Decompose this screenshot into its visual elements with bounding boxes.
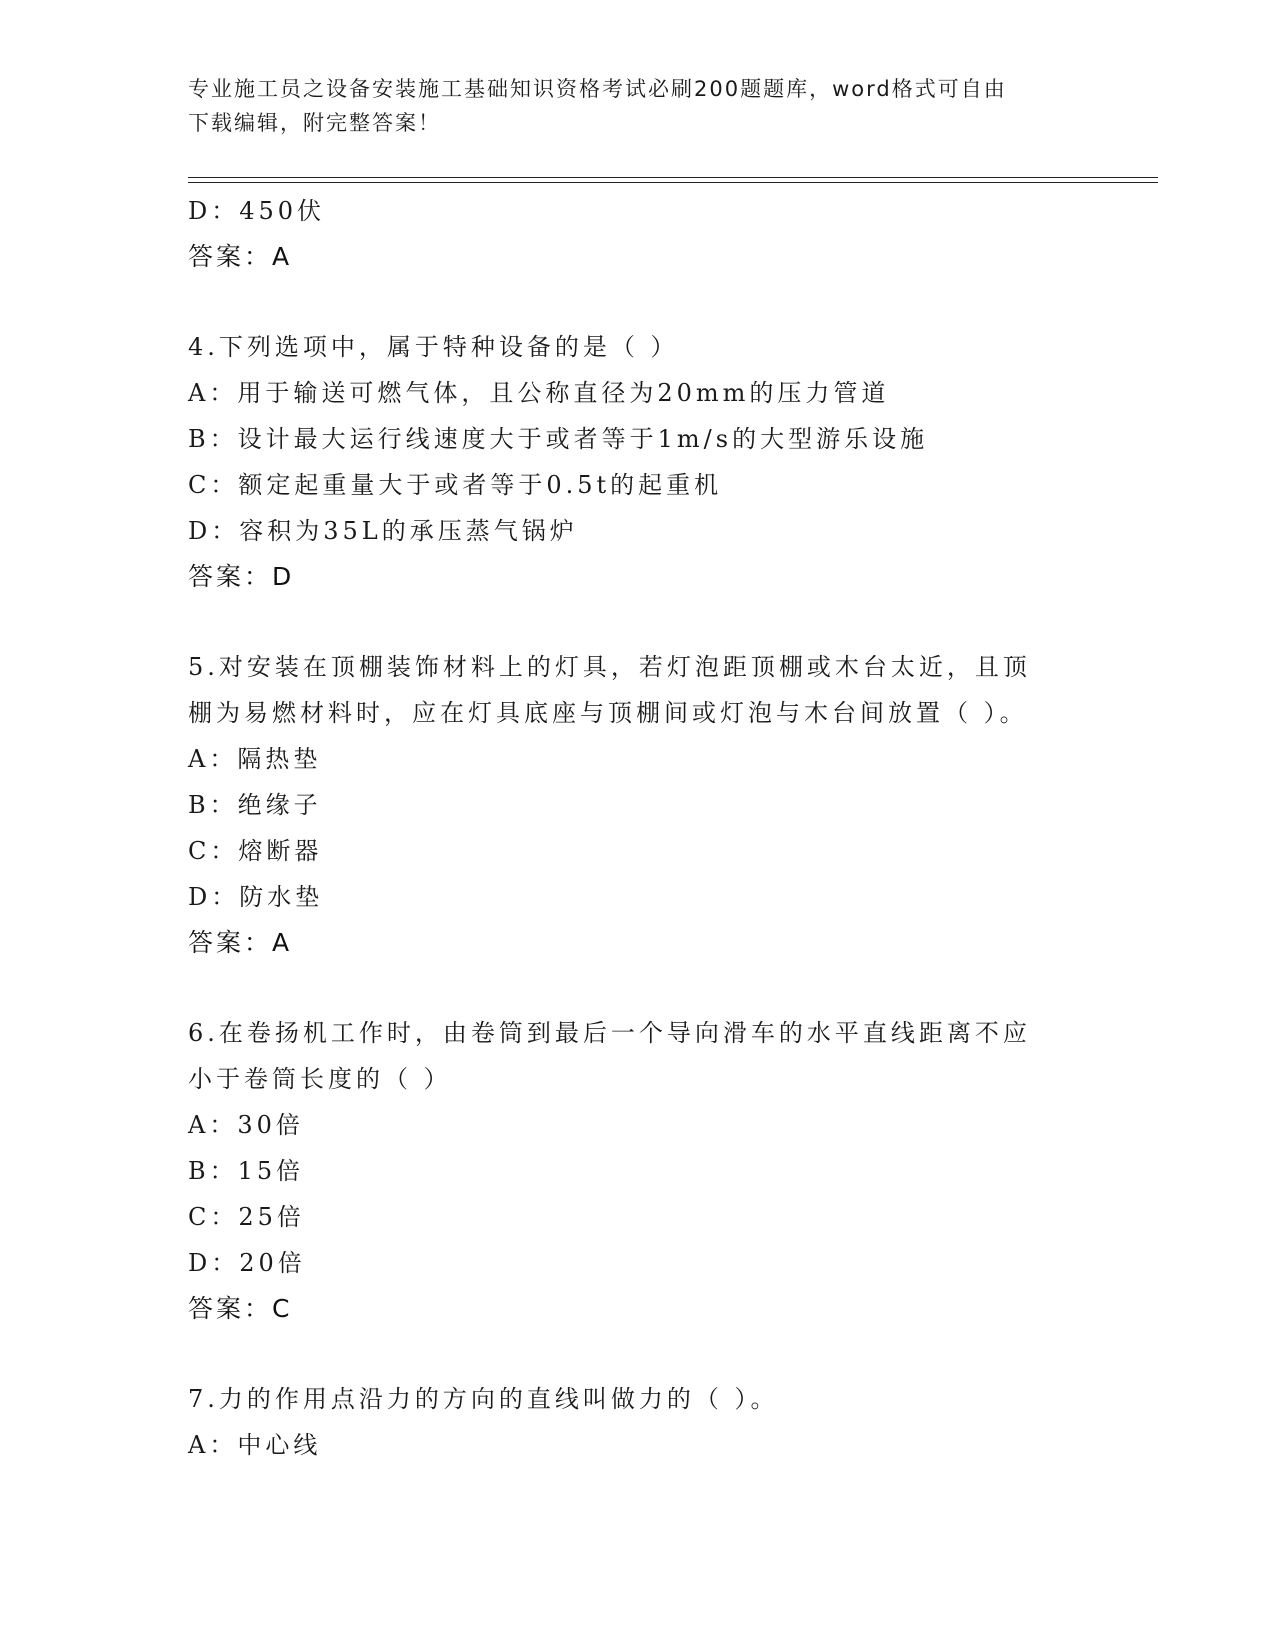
option-d: D：防水垫 xyxy=(188,883,324,911)
question-stem: 5.对安装在顶棚装饰材料上的灯具，若灯泡距顶棚或木台太近，且顶 xyxy=(188,653,1031,681)
option-a: A：30倍 xyxy=(188,1111,304,1139)
option-c: C：25倍 xyxy=(188,1203,305,1231)
question-4 xyxy=(188,324,1088,600)
option-d: D：20倍 xyxy=(188,1249,306,1277)
answer-label: 答案：C xyxy=(188,1294,293,1323)
page-header xyxy=(188,72,1068,140)
option-d: D：容积为35L的承压蒸气锅炉 xyxy=(188,517,578,545)
previous-question-tail xyxy=(188,188,1088,280)
option-c: C：额定起重量大于或者等于0.5t的起重机 xyxy=(188,471,723,499)
header-divider-bottom xyxy=(188,182,1158,183)
question-stem-continued: 棚为易燃材料时，应在灯具底座与顶棚间或灯泡与木台间放置（ ）。 xyxy=(188,699,1028,727)
option-d: D：450伏 xyxy=(188,197,326,225)
option-a: A：中心线 xyxy=(188,1431,322,1459)
question-stem: 4.下列选项中，属于特种设备的是（ ） xyxy=(188,333,679,361)
header-divider-top xyxy=(188,177,1158,178)
answer-label: 答案：A xyxy=(188,928,293,957)
question-5 xyxy=(188,644,1088,966)
option-b: B：15倍 xyxy=(188,1157,305,1185)
option-a: A：用于输送可燃气体，且公称直径为20mm的压力管道 xyxy=(188,379,890,407)
option-a: A：隔热垫 xyxy=(188,745,322,773)
answer-label: 答案：D xyxy=(188,562,295,591)
question-stem: 6.在卷扬机工作时，由卷筒到最后一个导向滑车的水平直线距离不应 xyxy=(188,1019,1031,1047)
question-6 xyxy=(188,1010,1088,1332)
question-7 xyxy=(188,1376,1088,1468)
option-b: B：设计最大运行线速度大于或者等于1m/s的大型游乐设施 xyxy=(188,425,929,453)
answer-label: 答案：A xyxy=(188,242,293,271)
header-title-line-2: 下载编辑，附完整答案！ xyxy=(188,111,441,135)
option-c: C：熔断器 xyxy=(188,837,323,865)
question-list xyxy=(188,188,1088,1468)
question-stem: 7.力的作用点沿力的方向的直线叫做力的（ ）。 xyxy=(188,1385,779,1413)
header-title-line-1: 专业施工员之设备安装施工基础知识资格考试必刷200题题库，word格式可自由 xyxy=(188,77,1007,101)
option-b: B：绝缘子 xyxy=(188,791,322,819)
question-stem-continued: 小于卷筒长度的（ ） xyxy=(188,1065,452,1093)
